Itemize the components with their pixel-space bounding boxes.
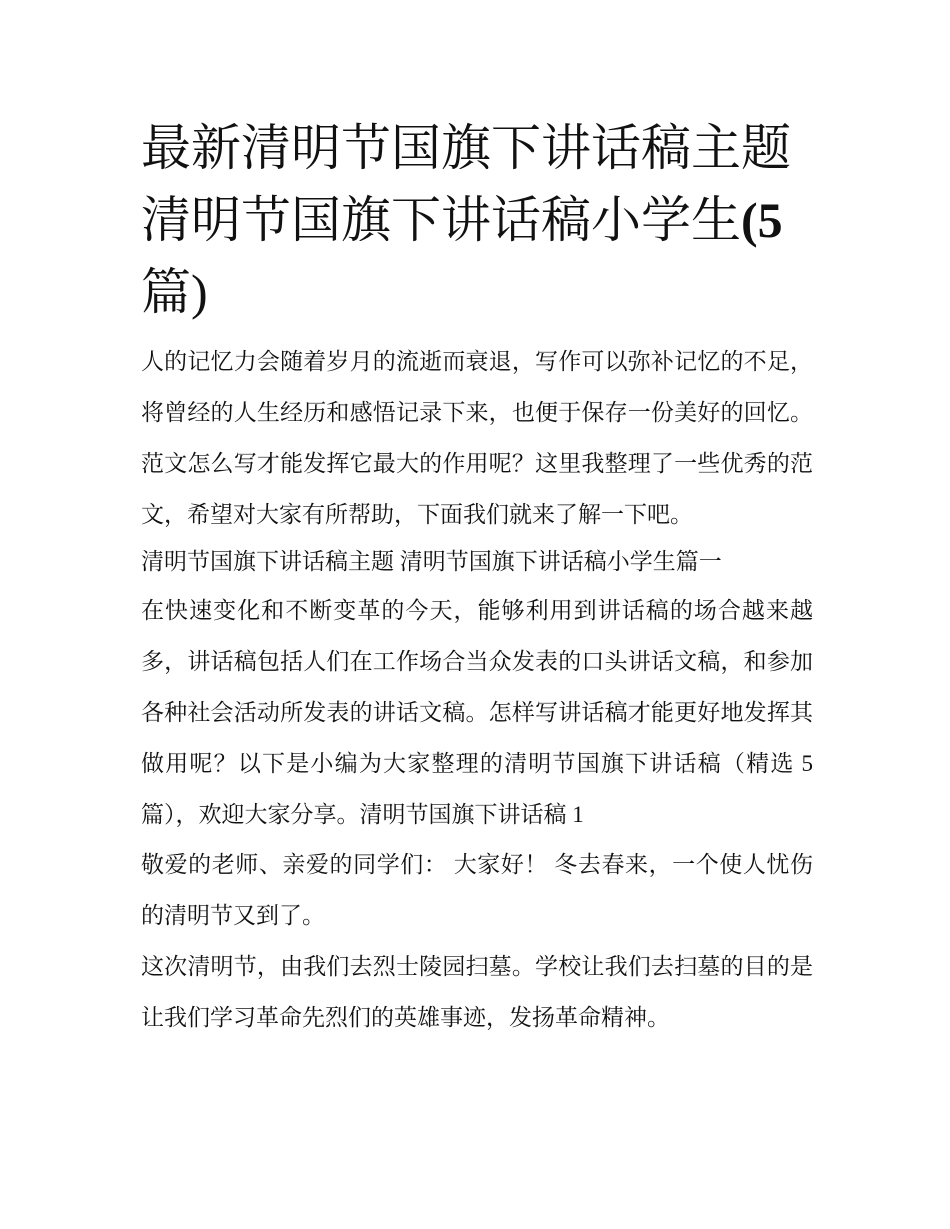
title-text: 最新清明节国旗下讲话稿主题 清明节国旗下讲话稿小学生 [141,120,791,248]
greeting-paragraph: 敬爱的老师、亲爱的同学们： 大家好！ 冬去春来，一个使人忧伤的清明节又到了。 [141,852,814,928]
title-count-open: (5 [741,192,783,248]
document-content [141,112,813,1043]
section-heading: 清明节国旗下讲话稿主题 清明节国旗下讲话稿小学生篇一 [141,549,722,574]
body-paragraph-1: 在快速变化和不断变革的今天，能够利用到讲话稿的场合越来越多，讲话稿包括人们在工作场合当众发表的口头讲话文稿，和参加各种社会活动所发表的讲话文稿。怎样写讲话稿才能更好地发挥其做用呢？以下是小编为大家整理的清明节国旗下讲话稿（精选 5 篇），欢迎大家分享。清明节国旗下讲话稿 1 [141,598,813,827]
body-paragraph-2: 这次清明节，由我们去烈士陵园扫墓。学校让我们去扫墓的目的是让我们学习革命先烈们的英雄事迹，发扬革命精神。 [141,954,813,1030]
title-count-close: 篇) [141,264,208,320]
document-title [141,112,813,328]
intro-paragraph: 人的记忆力会随着岁月的流逝而衰退，写作可以弥补记忆的不足，将曾经的人生经历和感悟记录下来，也便于保存一份美好的回忆。范文怎么写才能发挥它最大的作用呢？这里我整理了一些优秀的范文，希望对大家有所帮助，下面我们就来了解一下吧。 [141,349,813,527]
